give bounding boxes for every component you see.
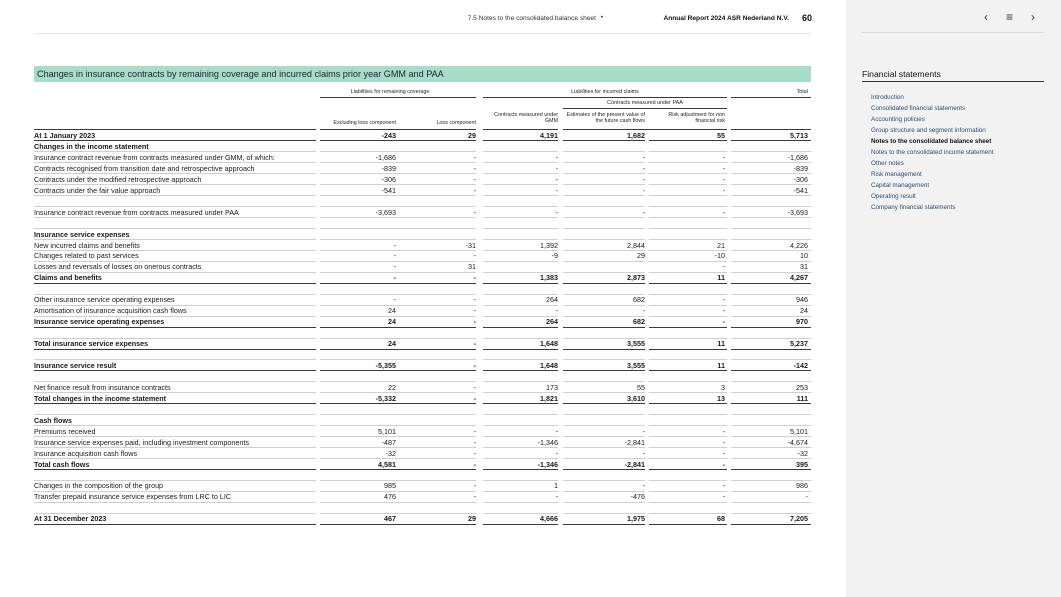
cell-loss-component: - [473, 185, 476, 195]
cell-loss-component: - [473, 317, 476, 327]
section-title: 7.5 Notes to the consolidated balance sheet [467, 15, 596, 22]
row-label: Total cash flows [34, 459, 90, 469]
page-number: 60 [801, 13, 812, 23]
row-divider [731, 524, 811, 525]
cell-excluding-loss: -839 [381, 163, 396, 173]
cell-excluding-loss: 22 [388, 382, 396, 392]
cell-paa-risk-adjustment: 11 [717, 273, 725, 283]
table-row [34, 229, 811, 240]
cell-total: 970 [796, 317, 808, 327]
cell-paa-estimates: - [642, 306, 645, 316]
header-risk-adjustment: Risk adjustment for non financial risk [668, 112, 725, 125]
header-rule [731, 97, 811, 98]
cell-gmm: - [555, 492, 558, 502]
sidebar-nav-item[interactable]: Risk management [871, 171, 922, 178]
page-header [0, 14, 812, 26]
row-divider [483, 524, 558, 525]
row-divider [34, 524, 316, 525]
cell-excluding-loss: -243 [381, 131, 396, 140]
chevron-left-icon[interactable]: ‹ [984, 10, 988, 24]
cell-excluding-loss: - [393, 273, 396, 283]
row-label: Cash flows [34, 415, 72, 425]
cell-total: 5,237 [790, 339, 808, 349]
report-title: Annual Report 2024 ASR Nederland N.V. [663, 15, 789, 22]
cell-paa-estimates: 2,873 [627, 273, 645, 283]
cell-loss-component: 29 [468, 131, 476, 140]
cell-total: -3,693 [787, 207, 808, 217]
cell-gmm: 264 [546, 295, 558, 305]
cell-gmm: - [555, 306, 558, 316]
cell-paa-risk-adjustment: 55 [717, 131, 725, 140]
row-divider [649, 524, 727, 525]
cell-paa-risk-adjustment: - [722, 437, 725, 447]
cell-total: - [805, 492, 808, 502]
cell-loss-component: 31 [468, 262, 476, 272]
header-bottom-rule [320, 129, 476, 130]
table-row [34, 207, 811, 218]
table-row [34, 382, 811, 393]
cell-excluding-loss: - [393, 295, 396, 305]
row-label: Insurance service expenses [34, 229, 130, 239]
row-divider [320, 524, 476, 525]
cell-total: -1,686 [787, 152, 808, 162]
cell-paa-estimates: 682 [633, 295, 645, 305]
cell-excluding-loss: 467 [384, 514, 396, 524]
row-label: Claims and benefits [34, 273, 102, 283]
cell-paa-estimates: - [642, 163, 645, 173]
row-label: Changes in the income statement [34, 141, 149, 151]
cell-paa-risk-adjustment: 68 [717, 514, 725, 524]
cell-total: 946 [796, 295, 808, 305]
cell-gmm: -9 [551, 251, 558, 261]
cell-paa-risk-adjustment: - [722, 174, 725, 184]
table-row [34, 174, 811, 185]
cell-paa-estimates: - [642, 207, 645, 217]
row-label: Transfer prepaid insurance service expenses from LRC to LIC [34, 492, 232, 502]
row-label: Contracts recognised from transition date and retrospective approach [34, 163, 255, 173]
row-label: Other insurance service operating expenses [34, 295, 175, 305]
cell-excluding-loss: 985 [384, 481, 396, 491]
cell-excluding-loss: 24 [388, 317, 396, 327]
table-row [34, 185, 811, 196]
sidebar-divider [862, 32, 1044, 33]
cell-excluding-loss: - [393, 240, 396, 250]
cell-paa-risk-adjustment: - [722, 295, 725, 305]
cell-loss-component: - [473, 393, 476, 403]
row-label: Net finance result from insurance contracts [34, 382, 171, 392]
table-row [34, 163, 811, 174]
table-row [34, 480, 811, 491]
table-row [34, 437, 811, 448]
header-total: Total [796, 89, 808, 95]
cell-excluding-loss: 24 [388, 339, 396, 349]
cell-loss-component: - [473, 459, 476, 469]
header-bottom-rule [34, 129, 316, 130]
table-row [34, 469, 811, 480]
cell-total: 10 [800, 251, 808, 261]
cell-gmm: 1 [554, 481, 558, 491]
table-row [34, 513, 811, 524]
table-row [34, 196, 811, 207]
header-bottom-rule [731, 129, 811, 130]
cell-loss-component: - [473, 174, 476, 184]
cell-excluding-loss: - [393, 262, 396, 272]
cell-paa-estimates: - [642, 448, 645, 458]
header-rule [320, 97, 476, 98]
cell-paa-estimates: - [642, 426, 645, 436]
row-divider [563, 524, 645, 525]
table-row [34, 415, 811, 426]
table-row [34, 152, 811, 163]
table-row [34, 404, 811, 415]
header-rule [563, 108, 727, 109]
cell-paa-risk-adjustment: 21 [717, 240, 725, 250]
cell-loss-component: - [473, 207, 476, 217]
table-row [34, 448, 811, 459]
cell-total: 986 [796, 481, 808, 491]
cell-loss-component: - [473, 339, 476, 349]
table-row [34, 327, 811, 338]
cell-paa-estimates: 1,975 [627, 514, 645, 524]
cell-total: -541 [793, 185, 808, 195]
table-row [34, 459, 811, 470]
cell-paa-risk-adjustment: 13 [717, 393, 725, 403]
row-label: Contracts under the modified retrospective approach [34, 174, 202, 184]
cell-paa-risk-adjustment: - [722, 317, 725, 327]
table-title: Changes in insurance contracts by remaining coverage and incurred claims prior year GMM and PAA [34, 66, 811, 82]
cell-gmm: 173 [546, 382, 558, 392]
cell-loss-component: - [473, 437, 476, 447]
sidebar-nav-item[interactable]: Introduction [871, 94, 904, 101]
cell-paa-estimates: - [642, 185, 645, 195]
cell-paa-estimates: 682 [633, 317, 645, 327]
cell-loss-component: - [473, 152, 476, 162]
cell-total: 24 [800, 306, 808, 316]
cell-gmm: 1,648 [540, 360, 558, 370]
row-label: Changes related to past services [34, 251, 139, 261]
sidebar-nav-item[interactable]: Company financial statements [871, 204, 956, 211]
cell-paa-risk-adjustment: - [722, 492, 725, 502]
table-row [34, 502, 811, 513]
cell-gmm: 1,392 [540, 240, 558, 250]
table-row [34, 316, 811, 327]
cell-total: 4,226 [790, 240, 808, 250]
row-label: Total insurance service expenses [34, 339, 149, 349]
separator-dot: • [600, 15, 603, 21]
row-label: Insurance service expenses paid, including investment components [34, 437, 249, 447]
cell-loss-component: -31 [465, 240, 476, 250]
table-row [34, 294, 811, 305]
cell-gmm: 264 [546, 317, 558, 327]
row-label: Insurance service result [34, 360, 117, 370]
cell-loss-component: - [473, 382, 476, 392]
cell-paa-risk-adjustment: - [722, 426, 725, 436]
cell-loss-component: - [473, 306, 476, 316]
table-row [34, 218, 811, 229]
cell-paa-risk-adjustment: - [722, 163, 725, 173]
cell-paa-risk-adjustment: - [722, 152, 725, 162]
cell-total: -142 [793, 360, 808, 370]
row-label: Amortisation of insurance acquisition cash flows [34, 306, 187, 316]
cell-gmm: 4,666 [540, 514, 558, 524]
header-rule [483, 97, 727, 98]
cell-paa-risk-adjustment: - [722, 262, 725, 272]
cell-loss-component: - [473, 163, 476, 173]
cell-paa-estimates: -476 [630, 492, 645, 502]
cell-loss-component: - [473, 360, 476, 370]
header-paa: Contracts measured under PAA [607, 100, 683, 106]
cell-gmm: - [555, 207, 558, 217]
row-label: Losses and reversals of losses on onerous contracts [34, 262, 202, 272]
cell-gmm: - [555, 448, 558, 458]
cell-gmm: 4,191 [540, 131, 558, 140]
row-label: Insurance contract revenue from contracts measured under GMM, of which: [34, 152, 275, 162]
cell-excluding-loss: -5,355 [375, 360, 396, 370]
cell-paa-risk-adjustment: - [722, 185, 725, 195]
cell-total: 4,267 [790, 273, 808, 283]
cell-excluding-loss: 24 [388, 306, 396, 316]
row-label: At 1 January 2023 [34, 131, 96, 140]
cell-paa-risk-adjustment: - [722, 207, 725, 217]
table-row [34, 349, 811, 360]
cell-gmm: -1,346 [537, 437, 558, 447]
table-row [34, 360, 811, 371]
cell-paa-estimates: 29 [637, 251, 645, 261]
table-row [34, 426, 811, 437]
cell-paa-risk-adjustment: - [722, 306, 725, 316]
sidebar-nav-item[interactable]: Notes to the consolidated balance sheet [871, 138, 992, 145]
cell-gmm: - [555, 163, 558, 173]
table-row [34, 491, 811, 502]
sidebar [846, 0, 1061, 597]
cell-total: 7,205 [790, 514, 808, 524]
table-row [34, 393, 811, 404]
cell-excluding-loss: 5,101 [378, 426, 396, 436]
cell-loss-component: - [473, 251, 476, 261]
table-row [34, 141, 811, 152]
cell-total: 5,713 [790, 131, 808, 140]
cell-loss-component: - [473, 481, 476, 491]
table-row [34, 338, 811, 349]
header-gmm: Contracts measured under GMM [494, 112, 558, 125]
cell-paa-estimates: - [642, 152, 645, 162]
cell-excluding-loss: -5,332 [375, 393, 396, 403]
cell-total: 395 [796, 459, 808, 469]
cell-excluding-loss: -306 [381, 174, 396, 184]
table-row [34, 240, 811, 251]
cell-paa-risk-adjustment: 11 [717, 360, 725, 370]
cell-paa-estimates: - [642, 481, 645, 491]
cell-paa-estimates: 3,555 [627, 339, 645, 349]
cell-paa-estimates: -2,841 [624, 459, 645, 469]
cell-excluding-loss: - [393, 251, 396, 261]
table-row [34, 261, 811, 272]
cell-total: -306 [793, 174, 808, 184]
cell-loss-component: - [473, 448, 476, 458]
row-label: New incurred claims and benefits [34, 240, 140, 250]
sidebar-title-rule [862, 81, 1044, 82]
cell-excluding-loss: 476 [384, 492, 396, 502]
cell-total: 253 [796, 382, 808, 392]
sidebar-nav-item[interactable]: Group structure and segment information [871, 127, 986, 134]
cell-paa-risk-adjustment: - [722, 481, 725, 491]
cell-paa-risk-adjustment: - [722, 459, 725, 469]
cell-paa-estimates: 2,844 [627, 240, 645, 250]
cell-loss-component: 29 [468, 514, 476, 524]
row-label: Changes in the composition of the group [34, 481, 164, 491]
cell-loss-component: - [473, 295, 476, 305]
header-divider [34, 33, 811, 34]
cell-total: 31 [800, 262, 808, 272]
cell-total: -32 [797, 448, 808, 458]
table-row [34, 371, 811, 382]
table-row [34, 250, 811, 261]
header-bottom-rule [563, 129, 727, 130]
sidebar-nav-item[interactable]: Accounting policies [871, 116, 925, 123]
cell-excluding-loss: 4,581 [378, 459, 396, 469]
cell-paa-estimates: 1,682 [627, 131, 645, 140]
header-lic: Liabilities for incurred claims [571, 89, 639, 95]
sidebar-nav-item[interactable]: Capital management [871, 182, 930, 189]
cell-loss-component: - [473, 492, 476, 502]
cell-paa-risk-adjustment: 3 [721, 382, 725, 392]
cell-paa-risk-adjustment: - [722, 448, 725, 458]
cell-total: 111 [796, 393, 808, 403]
row-label: At 31 December 2023 [34, 514, 107, 524]
header-loss-component: Loss component [436, 120, 476, 126]
cell-excluding-loss: -541 [381, 185, 396, 195]
cell-gmm: 1,383 [540, 273, 558, 283]
sidebar-nav [871, 92, 994, 213]
cell-gmm: 1,821 [540, 393, 558, 403]
sidebar-nav-item[interactable]: Notes to the consolidated income statement [871, 149, 994, 156]
sidebar-nav-item[interactable]: Consolidated financial statements [871, 105, 966, 112]
cell-paa-risk-adjustment: -10 [714, 251, 725, 261]
table-row [34, 130, 811, 141]
header-estimates: Estimates of the present value of the future cash flows [566, 112, 645, 125]
header-excluding-loss: Excluding loss component [333, 120, 396, 126]
cell-paa-estimates: -2,841 [624, 437, 645, 447]
cell-loss-component: - [473, 273, 476, 283]
header-bottom-rule [483, 129, 558, 130]
cell-excluding-loss: -32 [385, 448, 396, 458]
cell-gmm: - [555, 185, 558, 195]
cell-loss-component: - [473, 426, 476, 436]
row-label: Insurance contract revenue from contracts measured under PAA [34, 207, 239, 217]
sidebar-title: Financial statements [862, 69, 941, 79]
header-lrc: Liabilities for remaining coverage [350, 89, 430, 95]
cell-paa-estimates: 3,555 [627, 360, 645, 370]
cell-gmm: - [555, 152, 558, 162]
cell-total: -4,674 [787, 437, 808, 447]
sidebar-nav-item[interactable]: Other notes [871, 160, 904, 167]
cell-excluding-loss: -487 [381, 437, 396, 447]
menu-icon[interactable]: ≡ [1006, 10, 1014, 24]
cell-gmm: -1,346 [537, 459, 558, 469]
row-label: Insurance service operating expenses [34, 317, 165, 327]
cell-excluding-loss: -1,686 [375, 152, 396, 162]
sidebar-nav-item[interactable]: Operating result [871, 193, 916, 200]
cell-paa-estimates: 55 [637, 382, 645, 392]
cell-total: -839 [793, 163, 808, 173]
cell-gmm: - [555, 426, 558, 436]
row-label: Contracts under the fair value approach [34, 185, 161, 195]
chevron-right-icon[interactable]: › [1031, 10, 1035, 24]
cell-paa-estimates: - [642, 174, 645, 184]
table-row [34, 272, 811, 283]
table-row [34, 283, 811, 294]
cell-paa-risk-adjustment: 11 [717, 339, 725, 349]
cell-gmm: - [555, 174, 558, 184]
table-row [34, 305, 811, 316]
cell-paa-estimates: 3,610 [627, 393, 645, 403]
cell-excluding-loss: -3,693 [375, 207, 396, 217]
row-label: Premiums received [34, 426, 96, 436]
cell-gmm: 1,648 [540, 339, 558, 349]
cell-total: 5,101 [790, 426, 808, 436]
row-label: Total changes in the income statement [34, 393, 167, 403]
row-label: Insurance acquisition cash flows [34, 448, 138, 458]
